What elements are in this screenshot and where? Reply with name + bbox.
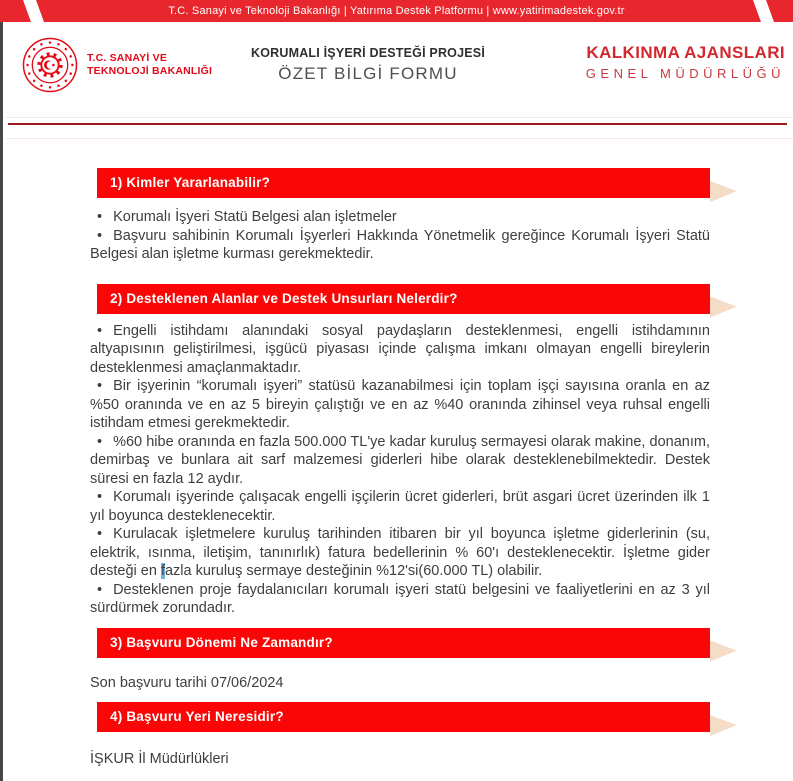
bullet-text: Başvuru sahibinin Korumalı İşyerleri Hakkında Yönetmelik gereğince Korumalı İşyeri Statü Belgesi alan işletme kurması gerekmektedir. xyxy=(90,227,710,262)
section-3-banner xyxy=(97,628,710,658)
section-4-body: İŞKUR İl Müdürlükleri xyxy=(90,751,229,767)
bullet-item xyxy=(90,322,710,378)
ministry-name-line1: T.C. SANAYİ VE xyxy=(87,52,168,64)
header-faint-rule-top xyxy=(6,117,793,118)
bullet-text: Desteklenen proje faydalanıcıları korumalı işyeri statü belgesini ve faaliyetlerini en az 3 yıl sürdürmek zorundadır. xyxy=(90,581,710,616)
section-1-title: 1) Kimler Yararlanabilir? xyxy=(110,175,271,190)
bullet-text: azla kuruluş sermaye desteğinin %12'si(60.000 TL) olabilir. xyxy=(164,563,543,579)
org-subname: GENEL MÜDÜRLÜĞÜ xyxy=(585,66,785,81)
org-name: KALKINMA AJANSLARI xyxy=(586,43,785,62)
bullet-text: Bir işyerinin “korumalı işyeri” statüsü kazanabilmesi için toplam işçi sayısına oranla en az %50 oranında ve en az 5 bireyin çalıştığı ve en az %40 oranında zihinsel veya ruhsal engelli istihdam etmesi gerekmektedir. xyxy=(90,378,710,431)
ministry-name-line2: TEKNOLOJİ BAKANLIĞI xyxy=(87,65,213,77)
document-content xyxy=(90,125,710,769)
document-title: KORUMALI İŞYERİ DESTEĞİ PROJESİ xyxy=(250,46,485,60)
section-1-banner xyxy=(97,168,710,198)
bullet-item xyxy=(90,208,710,227)
section-2-title: 2) Desteklenen Alanlar ve Destek Unsurları Nelerdir? xyxy=(110,290,458,306)
document-subtitle: ÖZET BİLGİ FORMU xyxy=(278,64,458,83)
banner-fold-icon xyxy=(710,297,737,318)
section-3-title: 3) Başvuru Dönemi Ne Zamandır? xyxy=(110,634,333,650)
bullet-item xyxy=(90,377,710,433)
section-1 xyxy=(90,168,710,264)
bullet-text: %60 hibe oranında en fazla 500.000 TL'ye kadar kuruluş sermayesi olarak makine, donanım, demirbaş ve bunlara ait sarf malzemesi giderleri hibe olarak desteklenebilmektedir. Destek süresi en fazla 12 aydır. xyxy=(90,433,710,487)
page-left-edge xyxy=(0,22,3,781)
banner-fold-icon xyxy=(710,181,737,202)
topbar-text: T.C. Sanayi ve Teknoloji Bakanlığı | Yatırıma Destek Platformu | www.yatirimadestek.gov.tr xyxy=(168,5,625,17)
document-header xyxy=(0,22,793,123)
top-bar xyxy=(0,0,793,22)
bullet-item xyxy=(90,488,710,525)
section-4-banner xyxy=(97,702,710,732)
section-2 xyxy=(90,284,710,618)
section-2-banner xyxy=(97,284,710,314)
bullet-item xyxy=(90,525,710,581)
bullet-text: Engelli istihdamı alanındaki sosyal paydaşların desteklenmesi, engelli istihdamının altyapısının geliştirilmesi, işgücü piyasası içinde çalışma imkanı olmayan engelli bireylerin desteklenmesi amaçlanmaktadır. xyxy=(90,322,710,376)
text-selection-highlight: f xyxy=(160,563,165,579)
section-3 xyxy=(90,628,710,693)
banner-fold-icon xyxy=(710,641,737,662)
section-4 xyxy=(90,702,710,769)
bullet-item xyxy=(90,433,710,489)
org-name-block xyxy=(586,43,785,81)
bullet-item xyxy=(90,227,710,264)
bullet-text: Korumalı işyerinde çalışacak engelli işçilerin ücret giderleri, brüt asgari ücret üzerinden ilk 1 yıl boyunca desteklenecektir. xyxy=(90,489,710,524)
section-4-title: 4) Başvuru Yeri Neresidir? xyxy=(110,709,284,724)
banner-fold-icon xyxy=(710,715,737,736)
bullet-text: Kurulacak işletmelere kuruluş tarihinden itibaren bir yıl boyunca işletme giderlerinin (su, elektrik, ısınma, iletişim, tanınırlık) fatura bedellerinin % 60'ı desteklenecektir. İşletme gider desteği en xyxy=(90,526,710,579)
section-3-body: Son başvuru tarihi 07/06/2024 xyxy=(90,674,284,691)
bullet-item xyxy=(90,581,710,618)
bullet-text: Korumalı İşyeri Statü Belgesi alan işletmeler xyxy=(113,209,397,225)
